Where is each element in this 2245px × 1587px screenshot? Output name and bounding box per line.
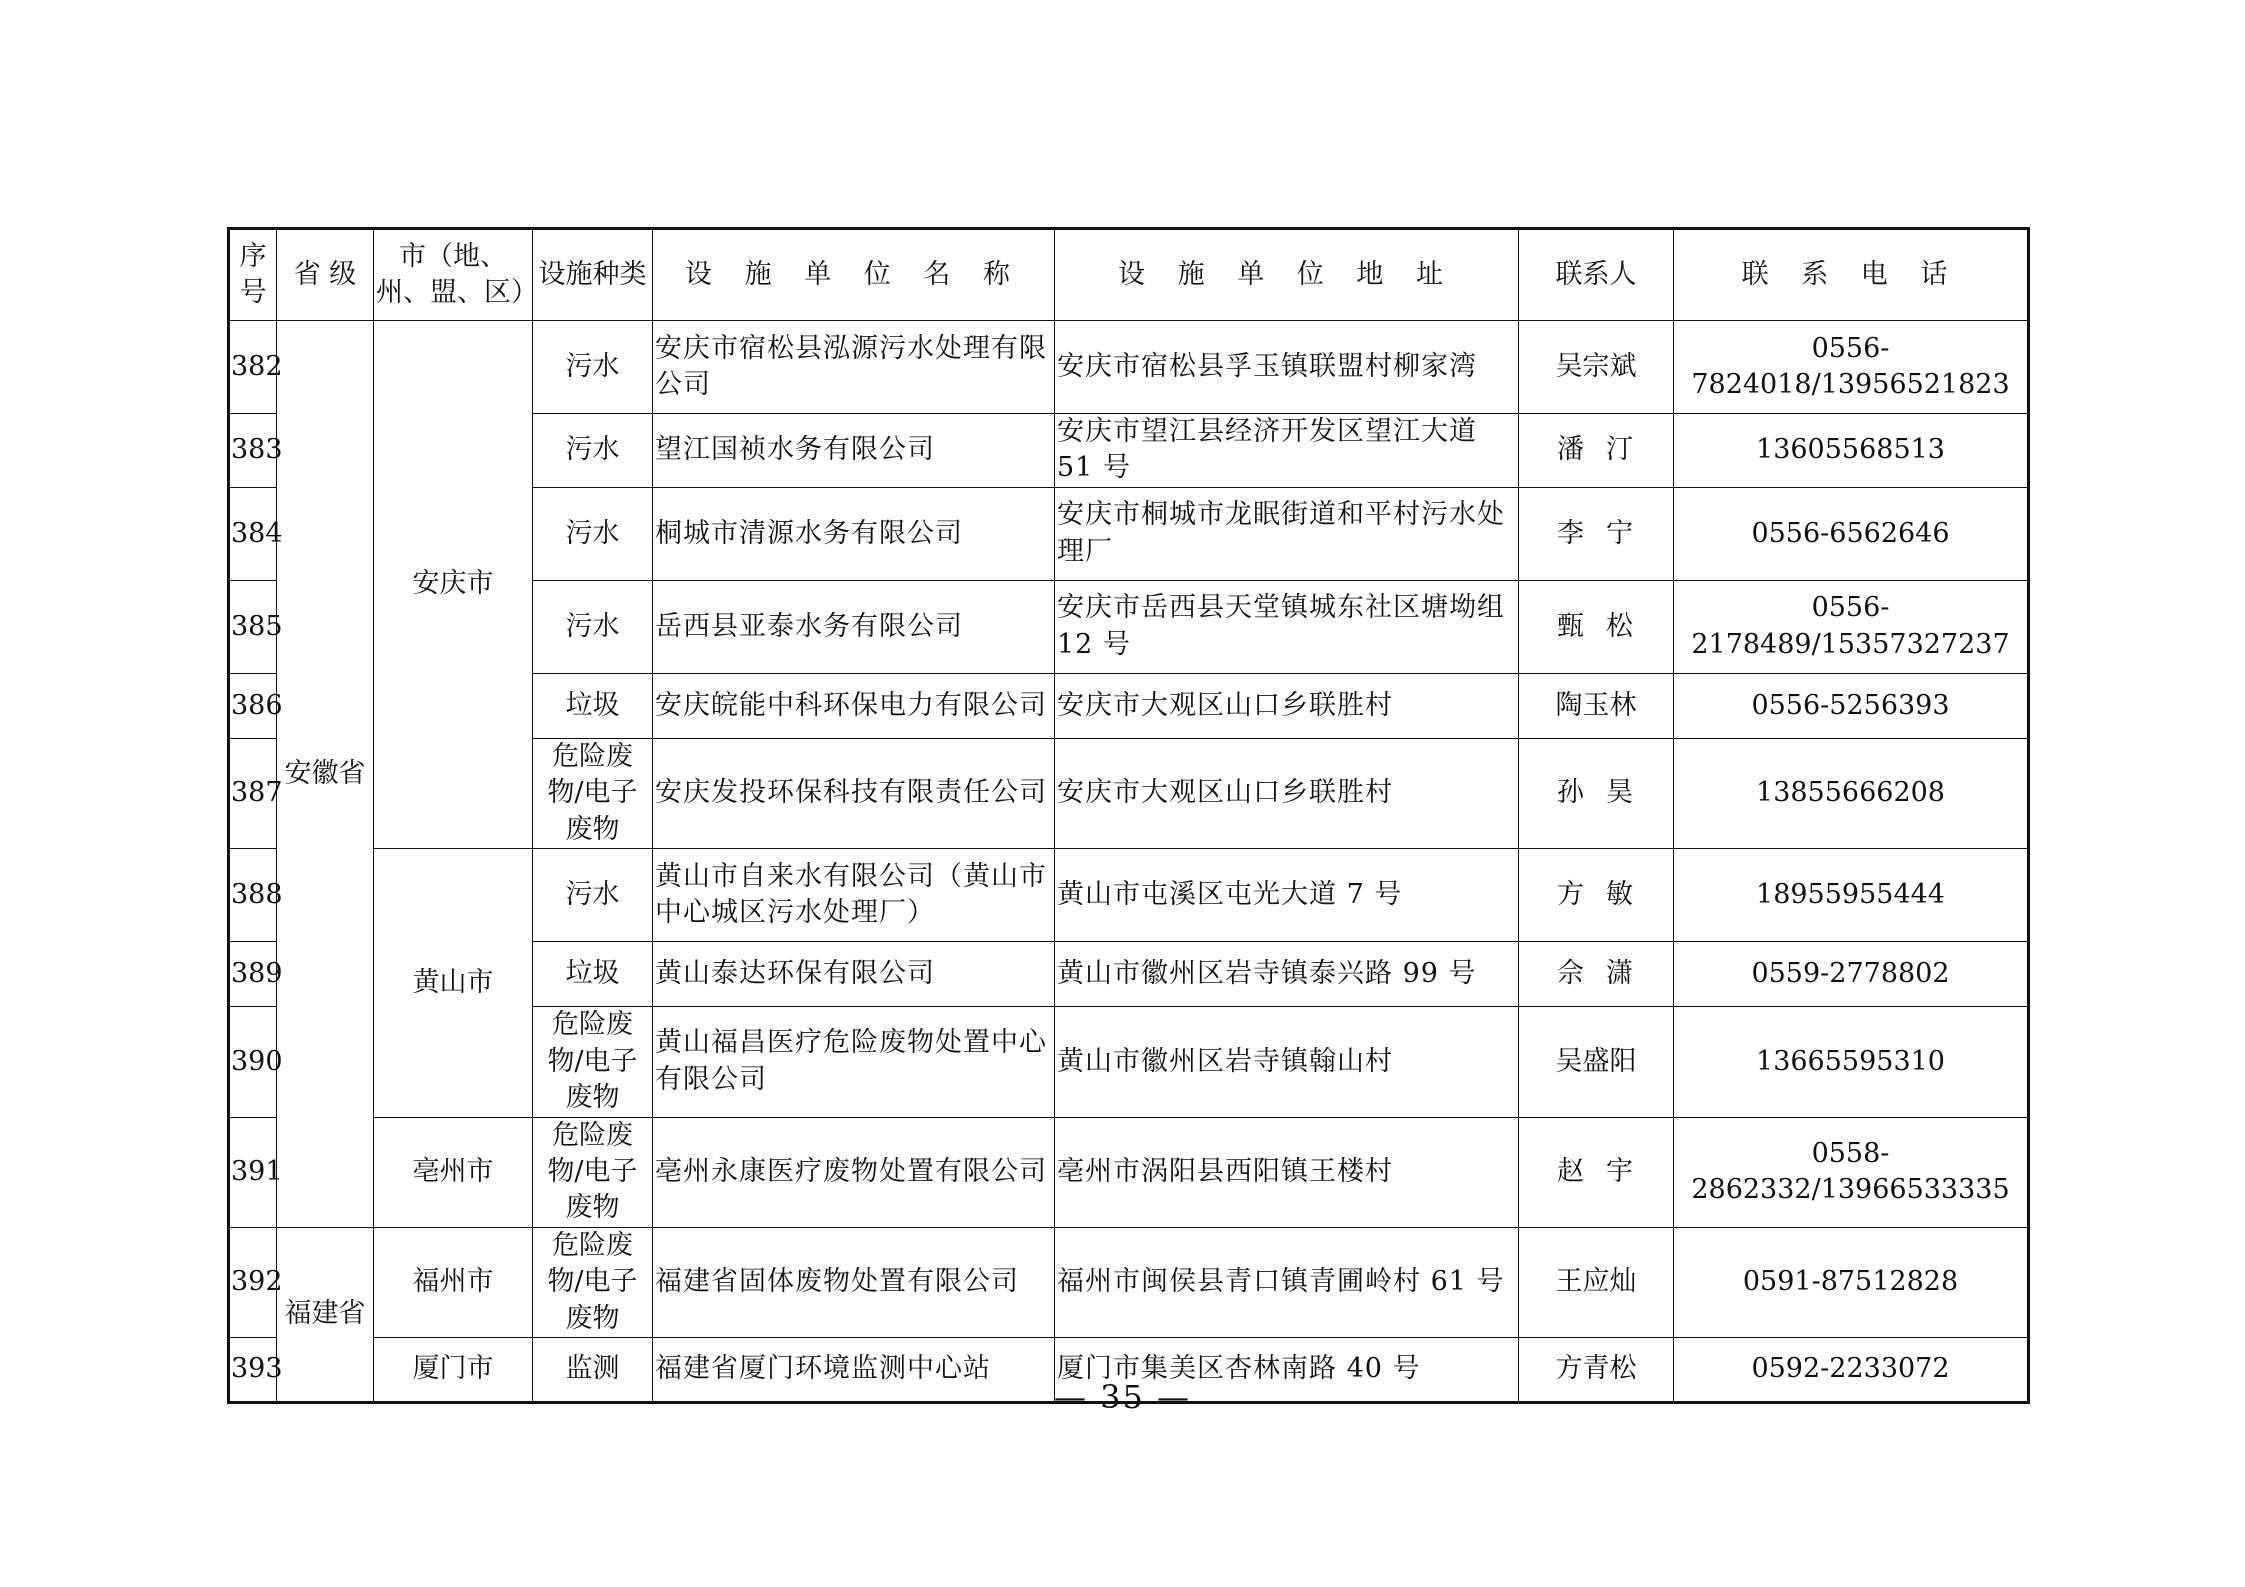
- contact-cell: 陶玉林: [1519, 673, 1674, 738]
- phone-cell: 13855666208: [1674, 738, 2029, 848]
- unit-address-cell: 安庆市宿松县孚玉镇联盟村柳家湾: [1055, 321, 1519, 414]
- unit-name-cell: 福建省厦门环境监测中心站: [653, 1338, 1055, 1403]
- unit-name-cell: 桐城市清源水务有限公司: [653, 487, 1055, 580]
- contact-cell: 甄松: [1519, 580, 1674, 673]
- unit-name-cell: 黄山泰达环保有限公司: [653, 942, 1055, 1007]
- seq-cell: 391: [229, 1117, 277, 1227]
- contact-cell: 孙昊: [1519, 738, 1674, 848]
- unit-name-cell: 黄山福昌医疗危险废物处置中心有限公司: [653, 1007, 1055, 1117]
- unit-name-cell: 安庆发投环保科技有限责任公司: [653, 738, 1055, 848]
- type-cell: 垃圾: [533, 942, 653, 1007]
- contact-cell: 潘汀: [1519, 414, 1674, 488]
- unit-address-cell: 黄山市徽州区岩寺镇泰兴路 99 号: [1055, 942, 1519, 1007]
- header-seq: 序号: [229, 229, 277, 321]
- phone-cell: 13665595310: [1674, 1007, 2029, 1117]
- phone-cell: 0559-2778802: [1674, 942, 2029, 1007]
- type-cell: 垃圾: [533, 673, 653, 738]
- type-cell: 危险废物/电子废物: [533, 1227, 653, 1337]
- table-row: [229, 1227, 2029, 1337]
- unit-address-cell: 安庆市桐城市龙眠街道和平村污水处理厂: [1055, 487, 1519, 580]
- type-cell: 危险废物/电子废物: [533, 738, 653, 848]
- city-cell: 亳州市: [374, 1117, 533, 1227]
- phone-cell: 0556-7824018/13956521823: [1674, 321, 2029, 414]
- type-cell: 污水: [533, 321, 653, 414]
- unit-address-cell: 亳州市涡阳县西阳镇王楼村: [1055, 1117, 1519, 1227]
- seq-cell: 389: [229, 942, 277, 1007]
- phone-cell: 13605568513: [1674, 414, 2029, 488]
- contact-cell: 方敏: [1519, 849, 1674, 942]
- facility-table: [227, 227, 2030, 1404]
- unit-address-cell: 厦门市集美区杏林南路 40 号: [1055, 1338, 1519, 1403]
- type-cell: 危险废物/电子废物: [533, 1007, 653, 1117]
- header-type: 设施种类: [533, 229, 653, 321]
- unit-name-cell: 亳州永康医疗废物处置有限公司: [653, 1117, 1055, 1227]
- unit-name-cell: 安庆市宿松县泓源污水处理有限公司: [653, 321, 1055, 414]
- header-city: 市（地、州、盟、区）: [374, 229, 533, 321]
- type-cell: 污水: [533, 414, 653, 488]
- seq-cell: 382: [229, 321, 277, 414]
- phone-cell: 0556-2178489/15357327237: [1674, 580, 2029, 673]
- seq-cell: 387: [229, 738, 277, 848]
- seq-cell: 392: [229, 1227, 277, 1337]
- header-unit-name: 设 施 单 位 名 称: [653, 229, 1055, 321]
- header-province: 省 级: [277, 229, 374, 321]
- province-cell: 安徽省: [277, 321, 374, 1228]
- unit-name-cell: 安庆皖能中科环保电力有限公司: [653, 673, 1055, 738]
- header-unit-address: 设 施 单 位 地 址: [1055, 229, 1519, 321]
- phone-cell: 0592-2233072: [1674, 1338, 2029, 1403]
- header-phone: 联 系 电 话: [1674, 229, 2029, 321]
- contact-cell: 佘潇: [1519, 942, 1674, 1007]
- unit-address-cell: 福州市闽侯县青口镇青圃岭村 61 号: [1055, 1227, 1519, 1337]
- unit-address-cell: 安庆市岳西县天堂镇城东社区塘坳组 12 号: [1055, 580, 1519, 673]
- seq-cell: 386: [229, 673, 277, 738]
- unit-name-cell: 黄山市自来水有限公司（黄山市中心城区污水处理厂）: [653, 849, 1055, 942]
- unit-name-cell: 福建省固体废物处置有限公司: [653, 1227, 1055, 1337]
- type-cell: 污水: [533, 487, 653, 580]
- type-cell: 污水: [533, 849, 653, 942]
- city-cell: 福州市: [374, 1227, 533, 1337]
- phone-cell: 0556-6562646: [1674, 487, 2029, 580]
- seq-cell: 385: [229, 580, 277, 673]
- header-row: [229, 229, 2029, 321]
- unit-address-cell: 安庆市大观区山口乡联胜村: [1055, 738, 1519, 848]
- seq-cell: 384: [229, 487, 277, 580]
- unit-address-cell: 安庆市大观区山口乡联胜村: [1055, 673, 1519, 738]
- phone-cell: 0558-2862332/13966533335: [1674, 1117, 2029, 1227]
- table-row: [229, 321, 2029, 414]
- phone-cell: 0556-5256393: [1674, 673, 2029, 738]
- city-cell: 黄山市: [374, 849, 533, 1117]
- unit-address-cell: 黄山市屯溪区屯光大道 7 号: [1055, 849, 1519, 942]
- seq-cell: 388: [229, 849, 277, 942]
- table-row: [229, 849, 2029, 942]
- page-number: — 35 —: [1053, 1378, 1192, 1416]
- phone-cell: 18955955444: [1674, 849, 2029, 942]
- contact-cell: 吴宗斌: [1519, 321, 1674, 414]
- contact-cell: 王应灿: [1519, 1227, 1674, 1337]
- unit-name-cell: 岳西县亚泰水务有限公司: [653, 580, 1055, 673]
- seq-cell: 383: [229, 414, 277, 488]
- seq-cell: 390: [229, 1007, 277, 1117]
- seq-cell: 393: [229, 1338, 277, 1403]
- contact-cell: 赵宇: [1519, 1117, 1674, 1227]
- type-cell: 监测: [533, 1338, 653, 1403]
- header-contact: 联系人: [1519, 229, 1674, 321]
- type-cell: 污水: [533, 580, 653, 673]
- province-cell: 福建省: [277, 1227, 374, 1402]
- phone-cell: 0591-87512828: [1674, 1227, 2029, 1337]
- unit-address-cell: 安庆市望江县经济开发区望江大道 51 号: [1055, 414, 1519, 488]
- unit-address-cell: 黄山市徽州区岩寺镇翰山村: [1055, 1007, 1519, 1117]
- city-cell: 厦门市: [374, 1338, 533, 1403]
- city-cell: 安庆市: [374, 321, 533, 849]
- contact-cell: 李宁: [1519, 487, 1674, 580]
- contact-cell: 吴盛阳: [1519, 1007, 1674, 1117]
- table-row: [229, 1117, 2029, 1227]
- unit-name-cell: 望江国祯水务有限公司: [653, 414, 1055, 488]
- contact-cell: 方青松: [1519, 1338, 1674, 1403]
- type-cell: 危险废物/电子废物: [533, 1117, 653, 1227]
